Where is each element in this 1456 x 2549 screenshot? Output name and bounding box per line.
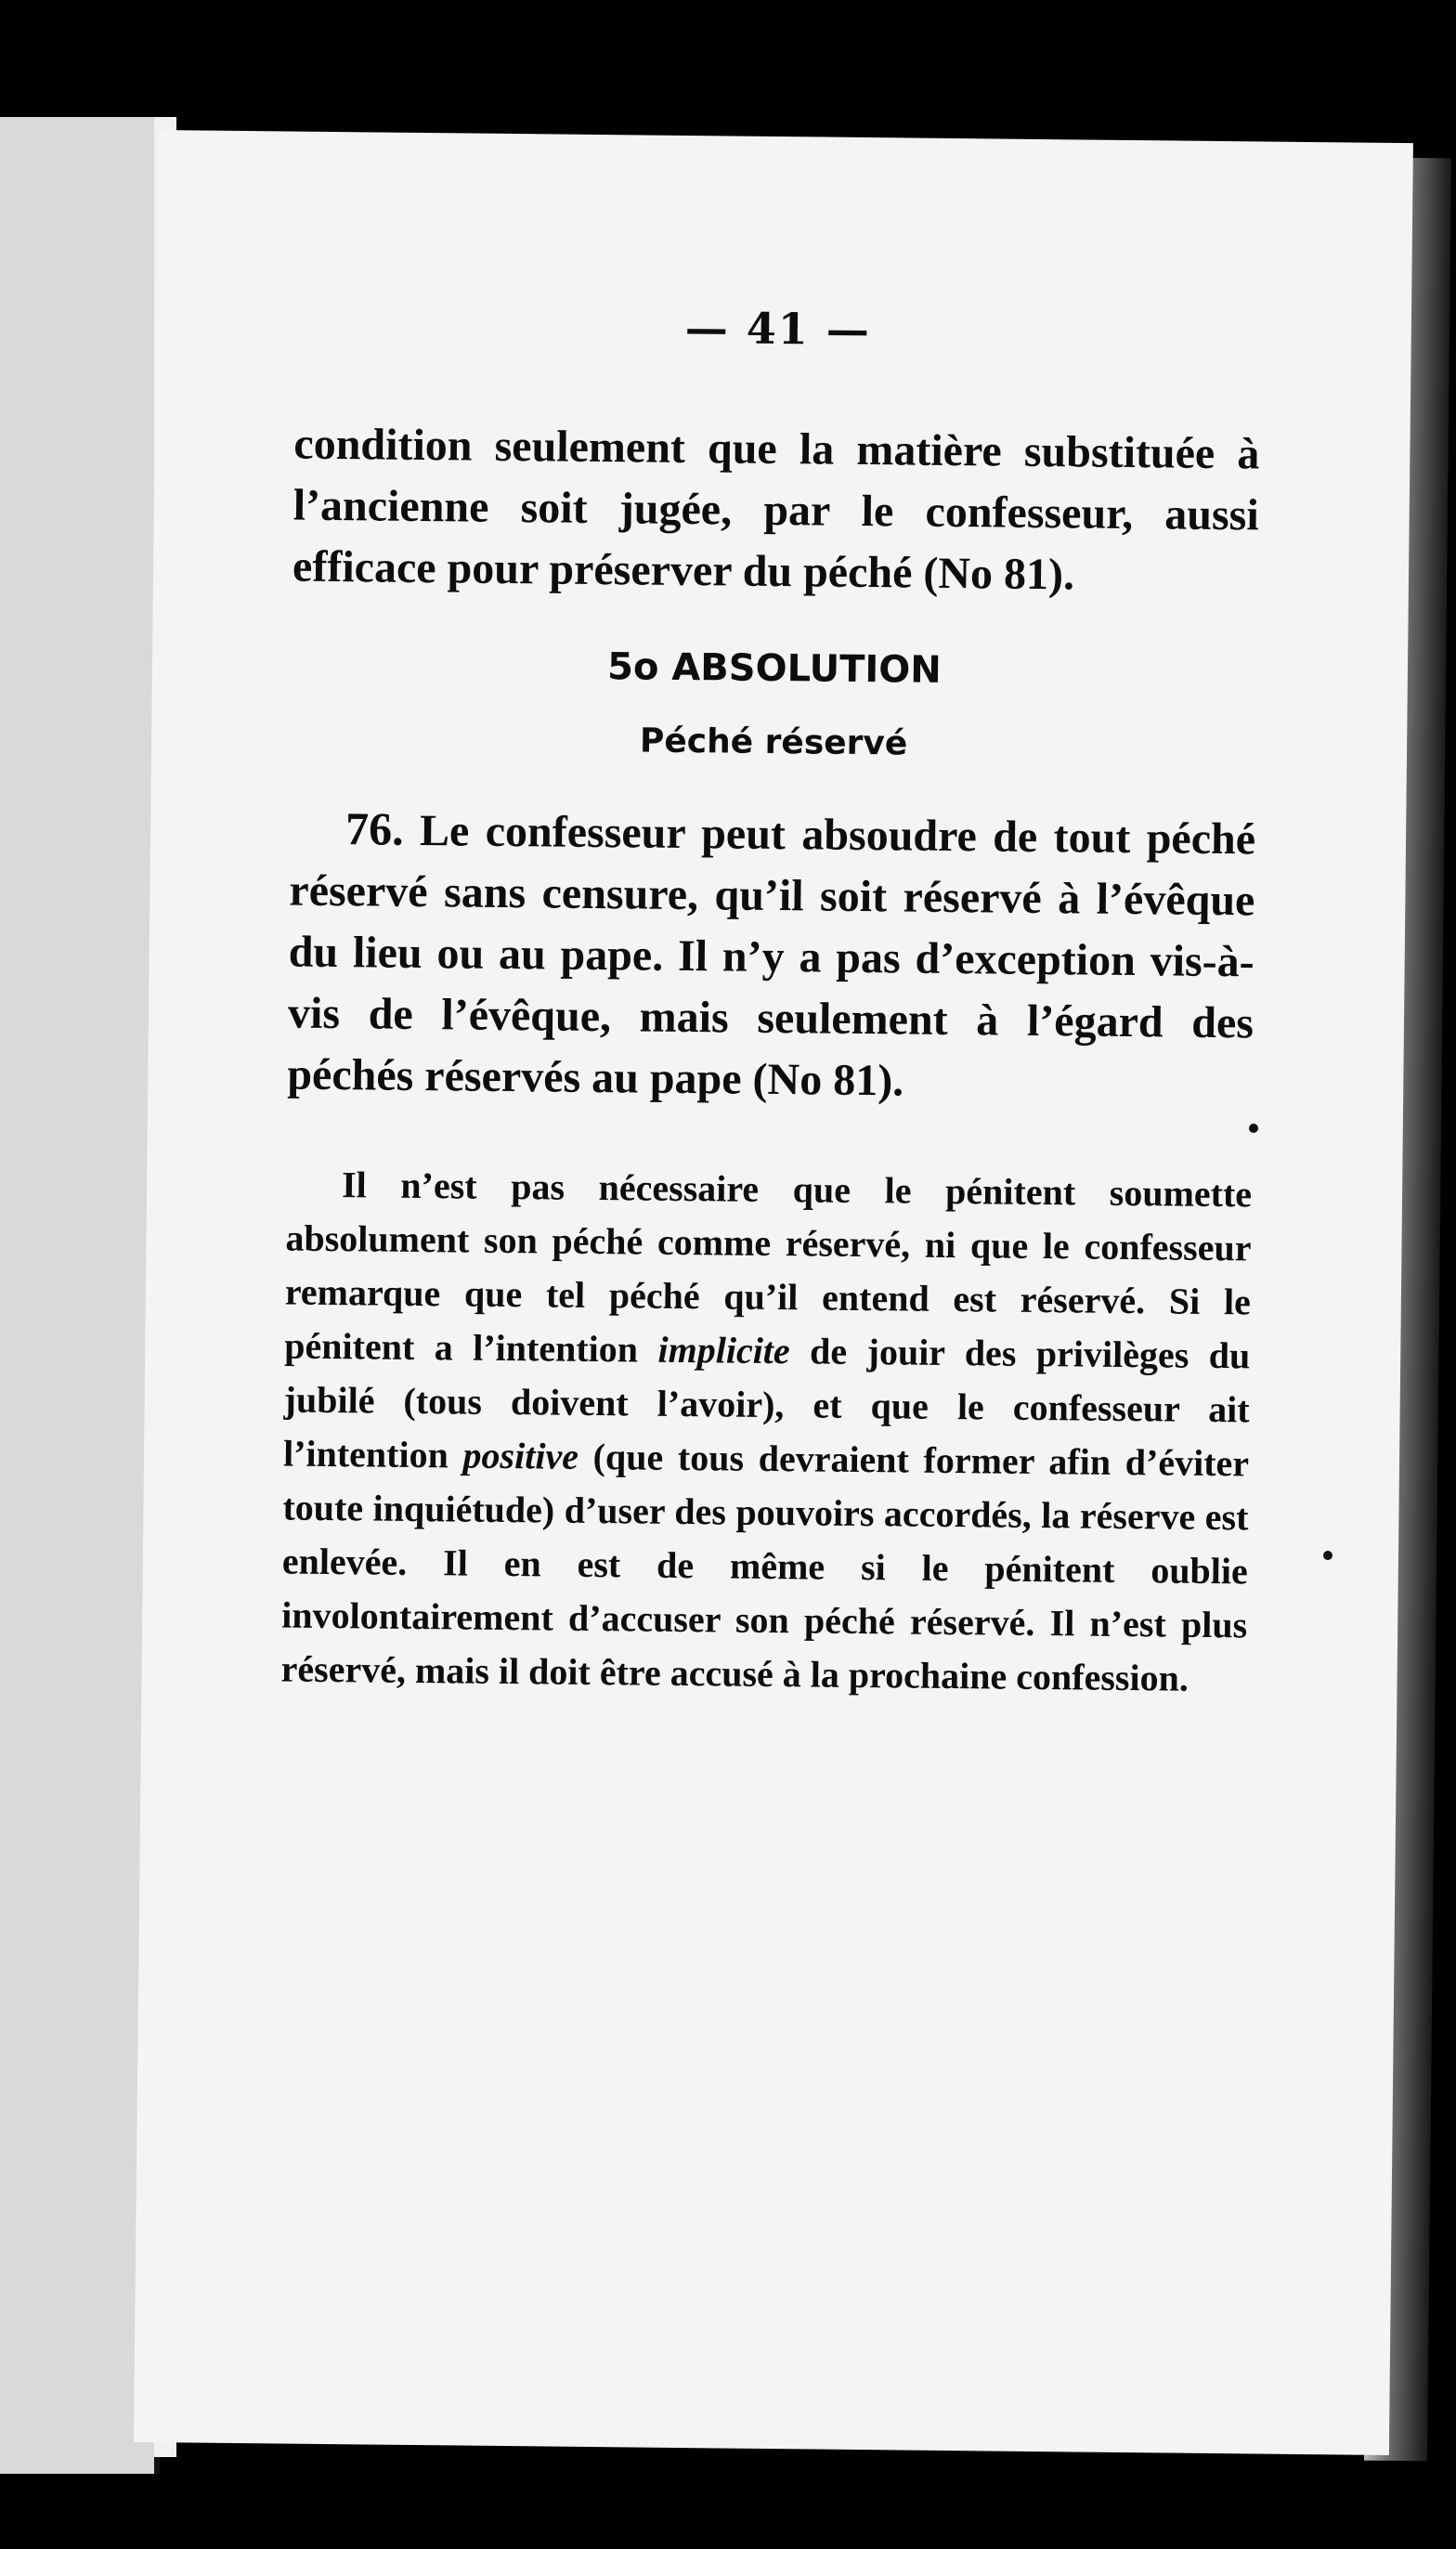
article-paragraph (287, 798, 1255, 1116)
note-indent (286, 1197, 342, 1198)
page-content (280, 299, 1261, 1744)
margin-speck (1249, 1124, 1258, 1133)
note-emphasis-implicite: implicite (657, 1328, 790, 1372)
note-part-3: (que tous devraient former afin d’éviter toute inquiétude) d’user des pouvoirs accordés, la réserve est enlevée. Il en est de même si le pénitent oublie involontairement d’accuser son péché réservé. Il n’est plus réservé, mais il doit être accusé à la prochaine confession. (280, 1435, 1250, 1699)
facing-page-edge (0, 117, 160, 2474)
article-indent (290, 844, 345, 845)
sub-heading: Péché réservé (639, 722, 908, 763)
note-paragraph (280, 1158, 1252, 1707)
article-number: 76. (344, 802, 404, 855)
page-number: — 41 — (684, 302, 872, 356)
section-heading: 5o ABSOLUTION (606, 645, 942, 692)
article-text: Le confesseur peut absoudre de tout péché réservé sans censure, qu’il soit réservé à l’évêque du lieu ou au pape. Il n’y a pas d’exception vis-à-vis de l’évêque, mais seulement à l’égard des péchés réservés au pape (No 81). (287, 805, 1256, 1106)
margin-speck (1323, 1551, 1332, 1560)
opening-paragraph: condition seulement que la matière substituée à l’ancienne soit jugée, par le confesseur, aussi efficace pour préserver du péché (No 81). (292, 419, 1260, 600)
note-emphasis-positive: positive (462, 1434, 579, 1477)
note-part-2: de jouir des privilèges du jubilé (tous doivent l’avoir), et que le confesseur ait l’intention (282, 1330, 1251, 1476)
note-part-1: Il n’est pas nécessaire que le pénitent soumette absolument son péché comme réservé, ni que le confesseur remarque que tel péché qu’il entend est réservé. Si le pénitent a l’intention (284, 1164, 1253, 1371)
book-page (134, 130, 1413, 2455)
